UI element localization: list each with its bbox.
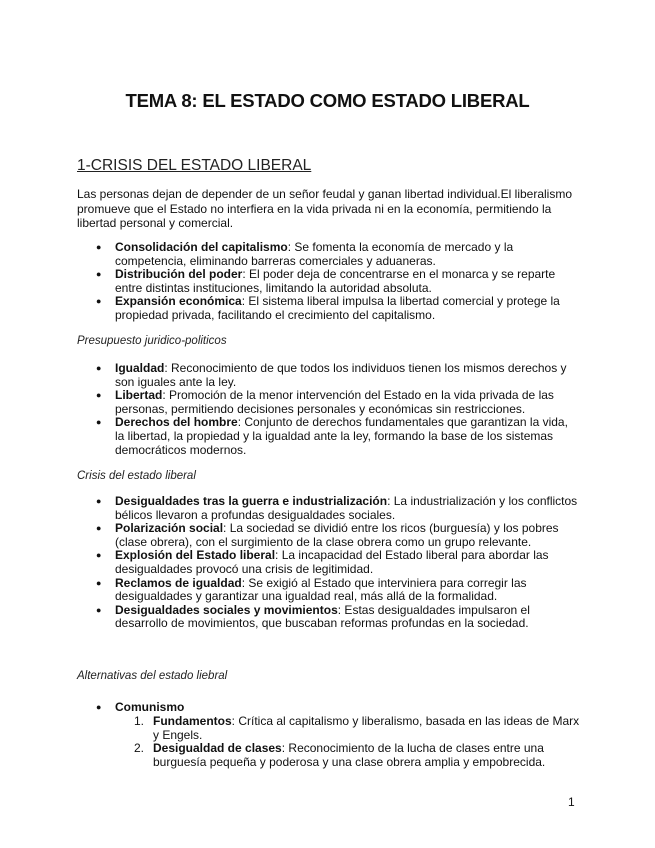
item-term: Desigualdad de clases xyxy=(153,741,282,756)
subheading-alternativas: Alternativas del estado liebral xyxy=(77,670,228,682)
capitalism-bullet-list xyxy=(115,241,580,323)
list-item xyxy=(134,741,583,769)
bullet-text: : Se fomenta la economía de mercado y la competencia, eliminando barreras comerciales y aduaneras. xyxy=(115,240,514,268)
bullet-text: : Reconocimiento de que todos los individuos tienen los mismos derechos y son iguales ante la ley. xyxy=(115,361,567,389)
bullet-term: Distribución del poder xyxy=(115,267,243,282)
intro-paragraph: Las personas dejan de depender de un señor feudal y ganan libertad individual.El liberalismo promueve que el Estado no interfiera en la vida privada ni en la economía, permitiendo la libertad personal y comercial. xyxy=(77,187,572,230)
list-item xyxy=(115,268,580,295)
list-item xyxy=(115,389,580,416)
comunismo-numbered-list xyxy=(134,714,583,769)
list-item xyxy=(115,604,580,631)
list-item xyxy=(134,714,583,742)
bullet-term: Libertad xyxy=(115,388,163,403)
crisis-bullet-list xyxy=(115,495,580,631)
bullet-term: Desigualdades tras la guerra e industrialización xyxy=(115,494,388,508)
bullet-text: : Promoción de la menor intervención del Estado en la vida privada de las personas, permitiendo decisiones personales y económicas sin restricciones. xyxy=(115,388,554,416)
list-item xyxy=(115,701,580,715)
subheading-presupuesto: Presupuesto juridico-politicos xyxy=(77,335,227,347)
presupuesto-bullet-list xyxy=(115,362,580,457)
list-item xyxy=(115,495,580,522)
list-item xyxy=(115,549,580,576)
list-item xyxy=(115,295,580,322)
item-term: Fundamentos xyxy=(153,714,232,728)
item-text: : Crítica al capitalismo y liberalismo, basada en las ideas de Marx y Engels. xyxy=(153,714,580,742)
bullet-text: : Conjunto de derechos fundamentales que garantizan la vida, la libertad, la propiedad y la igualdad ante la ley, formando la base de los sistemas democráticos modernos. xyxy=(115,415,568,457)
list-item xyxy=(115,362,580,389)
bullet-term: Expansión económica xyxy=(115,294,242,309)
bullet-term: Polarización social xyxy=(115,521,224,536)
item-text: : Reconocimiento de la lucha de clases entre una burguesía pequeña y poderosa y una clase obrera amplia y empobrecida. xyxy=(153,741,546,769)
bullet-term: Comunismo xyxy=(115,700,185,714)
bullet-text: : El sistema liberal impulsa la libertad comercial y protege la propiedad privada, facilitando el crecimiento del capitalismo. xyxy=(115,294,560,322)
bullet-text: : Estas desigualdades impulsaron el desarrollo de movimientos, que buscaban reformas profundas en la sociedad. xyxy=(115,602,530,631)
bullet-term: Derechos del hombre xyxy=(115,415,238,430)
bullet-term: Consolidación del capitalismo xyxy=(115,240,288,254)
document-title: TEMA 8: EL ESTADO COMO ESTADO LIBERAL xyxy=(125,90,530,111)
item-number: 2. xyxy=(134,741,145,756)
bullet-text: : Se exigió al Estado que interviniera para corregir las desigualdades y garantizar una igualdad real, más allá de la formalidad. xyxy=(115,575,527,604)
bullet-text: : La sociedad se dividió entre los ricos (burguesía) y los pobres (clase obrera), con el surgimiento de la clase obrera como un grupo relevante. xyxy=(115,521,559,549)
subheading-crisis: Crisis del estado liberal xyxy=(77,470,196,482)
page-number: 1 xyxy=(568,795,575,809)
bullet-text: : La incapacidad del Estado liberal para abordar las desigualdades provocó una crisis de legitimidad. xyxy=(115,548,549,576)
list-item xyxy=(115,577,580,604)
item-number: 1. xyxy=(134,714,145,728)
bullet-text: : El poder deja de concentrarse en el monarca y se reparte entre distintas instituciones, limitando la autoridad absoluta. xyxy=(115,267,556,295)
alternativas-bullet-list xyxy=(115,701,580,715)
bullet-term: Desigualdades sociales y movimientos xyxy=(115,602,338,617)
bullet-text: : La industrialización y los conflictos bélicos llevaron a profundas desigualdades sociales. xyxy=(115,494,578,522)
list-item xyxy=(115,522,580,549)
list-item xyxy=(115,416,580,457)
bullet-term: Explosión del Estado liberal xyxy=(115,548,276,563)
list-item xyxy=(115,241,580,268)
section-heading: 1-CRISIS DEL ESTADO LIBERAL xyxy=(77,157,312,174)
bullet-term: Igualdad xyxy=(115,361,165,375)
bullet-term: Reclamos de igualdad xyxy=(115,575,242,590)
